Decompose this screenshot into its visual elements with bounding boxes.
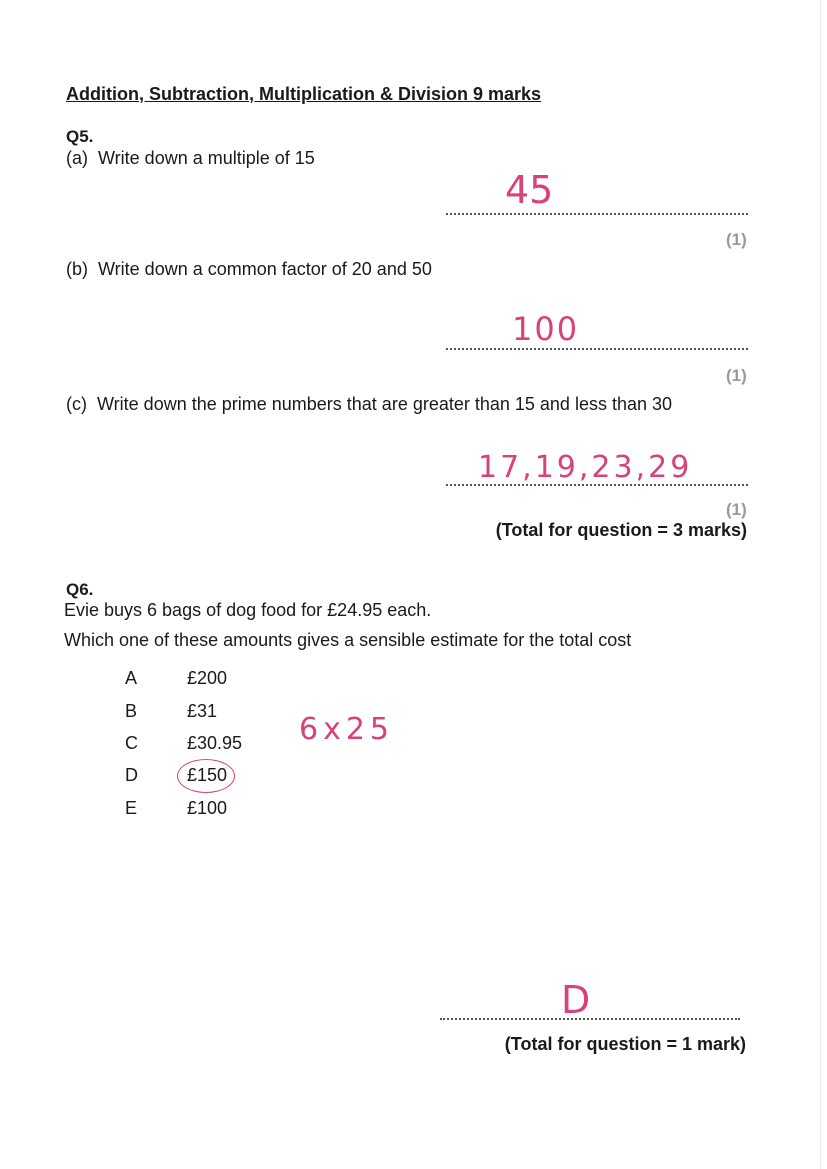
q6-answer-line[interactable] — [440, 1018, 740, 1020]
option-e-letter: E — [125, 798, 138, 818]
q5b-prompt — [66, 259, 432, 280]
q6-answer: D — [561, 978, 591, 1022]
q5a-answer-line[interactable] — [446, 213, 748, 215]
q5a-text: Write down a multiple of 15 — [98, 148, 315, 168]
q5b-label: (b) — [66, 259, 88, 279]
q5a-marks: (1) — [726, 230, 747, 249]
q5-total: (Total for question = 3 marks) — [495, 520, 747, 540]
question-5-number: Q5. — [66, 127, 94, 146]
section-heading: Addition, Subtraction, Multiplication & Division 9 marks — [66, 84, 542, 104]
scan-edge — [820, 0, 821, 1169]
q5c-prompt — [66, 394, 672, 415]
q5c-answer-line[interactable] — [446, 484, 748, 486]
q5b-answer-line[interactable] — [446, 348, 748, 350]
q5a-label: (a) — [66, 148, 88, 168]
q6-stem-line1: Evie buys 6 bags of dog food for £24.95 each. — [64, 600, 432, 620]
option-d-value[interactable]: £150 — [187, 765, 228, 785]
q5c-text: Write down the prime numbers that are greater than 15 and less than 30 — [97, 394, 673, 414]
option-d-circle-mark — [177, 759, 235, 793]
option-a-value[interactable]: £200 — [187, 668, 228, 688]
q6-stem-line2: Which one of these amounts gives a sensible estimate for the total cost — [64, 630, 632, 650]
q6-working: 6x25 — [299, 712, 395, 747]
option-e-value[interactable]: £100 — [187, 798, 228, 818]
q5c-label: (c) — [66, 394, 87, 414]
q5b-marks: (1) — [726, 366, 747, 385]
q5a-prompt — [66, 148, 315, 169]
q5c-marks: (1) — [726, 500, 747, 519]
q5a-answer: 45 — [505, 168, 554, 212]
q6-total: (Total for question = 1 mark) — [504, 1034, 746, 1054]
q5b-text: Write down a common factor of 20 and 50 — [98, 259, 432, 279]
q5b-answer: 100 — [512, 310, 580, 348]
q5c-answer: 17,19,23,29 — [478, 450, 693, 485]
option-b-value[interactable]: £31 — [187, 701, 218, 721]
option-c-value[interactable]: £30.95 — [187, 733, 243, 753]
option-c-letter: C — [125, 733, 138, 753]
question-6-number: Q6. — [66, 580, 94, 599]
option-b-letter: B — [125, 701, 138, 721]
option-a-letter: A — [125, 668, 138, 688]
option-d-letter: D — [125, 765, 138, 785]
